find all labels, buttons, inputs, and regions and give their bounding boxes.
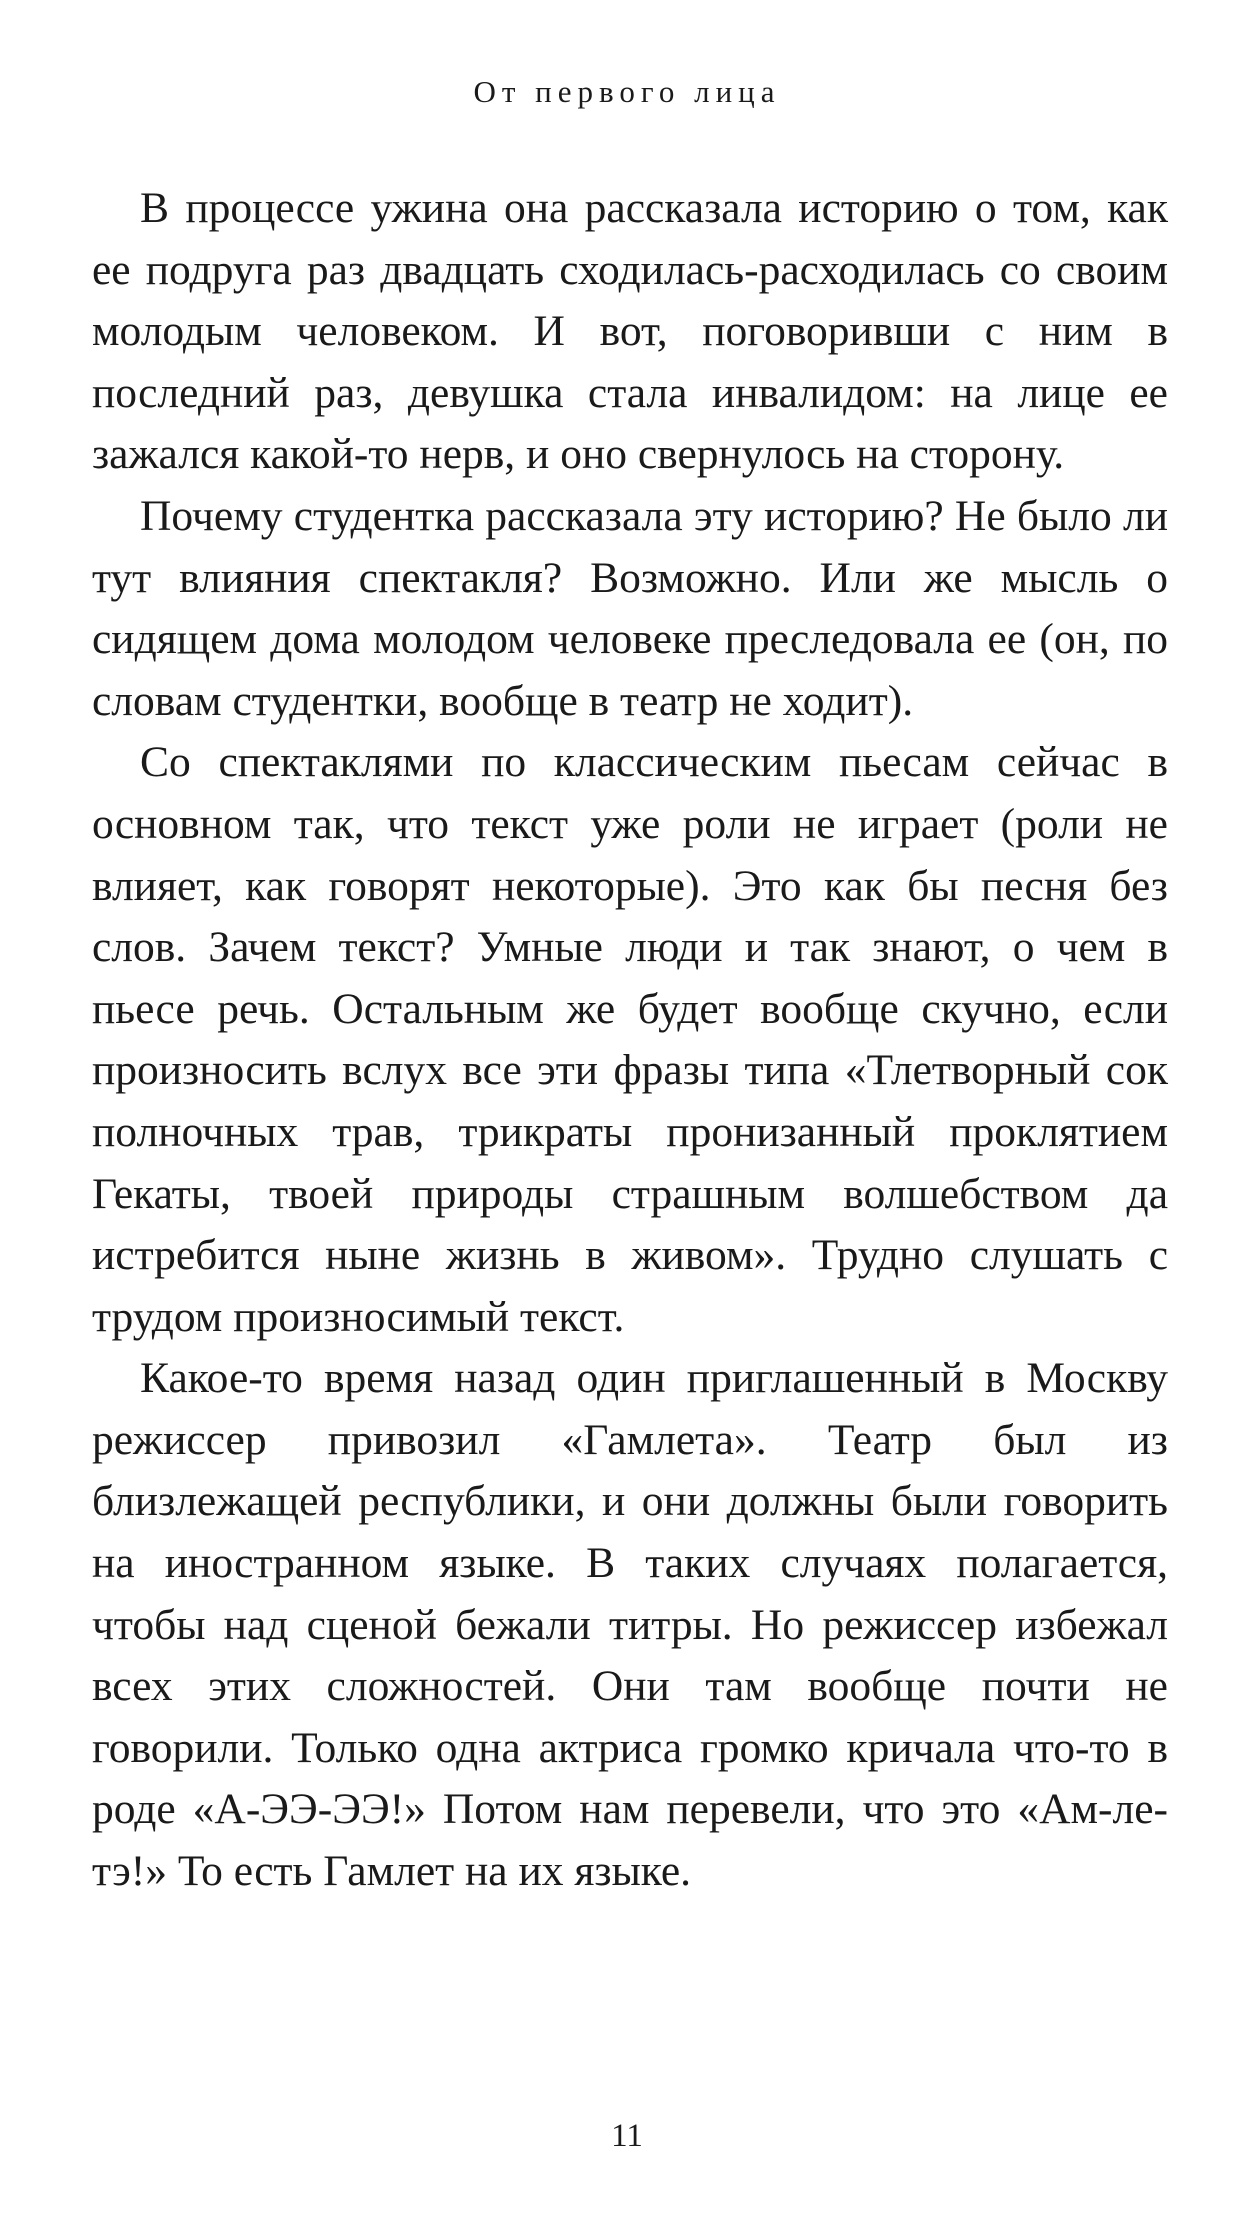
paragraph: Со спектаклями по классическим пьесам сейчас в основном так, что текст уже роли не играет (роли не влияет, как говорят некоторые). Это как бы песня без слов. Зачем текст? Умные люди и так знают, о чем в пьесе речь. Остальным же будет вообще скучно, если произносить вслух все эти фразы типа «Тлетворный сок полночных трав, трикраты пронизанный проклятием Гекаты, твоей природы страшным волшебством да истребится ныне жизнь в живом». Трудно слушать с трудом произносимый текст. xyxy=(92,738,1168,1341)
body-text xyxy=(92,178,1168,1903)
running-head: От первого лица xyxy=(473,74,781,109)
paragraph: В процессе ужина она рассказала историю о том, как ее подруга раз двадцать сходилась-расходилась со своим молодым человеком. И вот, поговоривши с ним в последний раз, девушка стала инвалидом: на лице ее зажался какой-то нерв, и оно свернулось на сторону. xyxy=(92,184,1168,479)
page-number: 11 xyxy=(611,2118,643,2154)
paragraph: Почему студентка рассказала эту историю? Не было ли тут влияния спектакля? Возможно. Или же мысль о сидящем дома молодом человеке преследовала ее (он, по словам студентки, вообще в театр не ходит). xyxy=(92,491,1168,725)
paragraph: Какое-то время назад один приглашенный в Москву режиссер привозил «Гамлета». Театр был из близлежащей республики, и они должны были говорить на иностранном языке. В таких случаях полагается, чтобы над сценой бежали титры. Но режиссер избежал всех этих сложностей. Они там вообще почти не говорили. Только одна актриса громко кричала что-то в роде «А-ЭЭ-ЭЭ!» Потом нам перевели, что это «Ам-ле-тэ!» То есть Гамлет на их языке. xyxy=(92,1354,1168,1896)
